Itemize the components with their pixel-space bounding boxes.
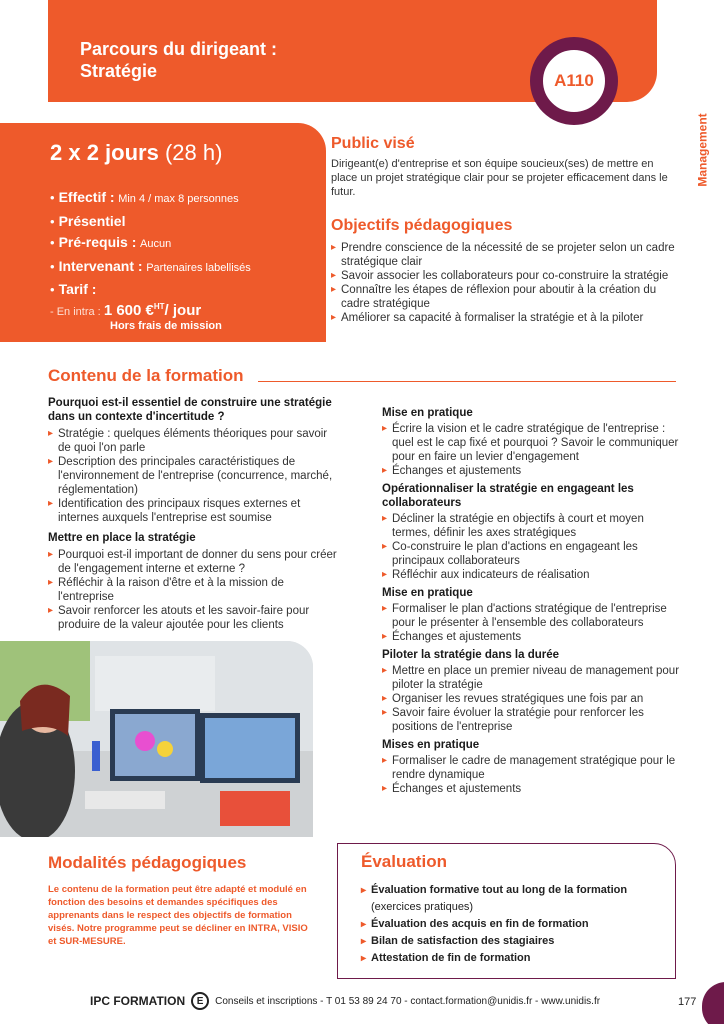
page-tab	[702, 982, 724, 1024]
info-item-intervenant: • Intervenant : Partenaires labellisés	[50, 257, 251, 274]
evaluation-list	[361, 882, 671, 967]
list-item: ▸ Décliner la stratégie en objectifs à court et moyen termes, définir les axes stratégiques	[382, 512, 682, 540]
list-item: ▸ Améliorer sa capacité à formaliser la stratégie et à la piloter	[331, 311, 681, 325]
section-heading: Mise en pratique	[382, 407, 473, 419]
office-photo	[0, 641, 313, 837]
footer-brand: IPC FORMATION	[90, 994, 186, 1008]
price-prefix: - En intra :	[50, 305, 101, 318]
list-item: ▸ Savoir renforcer les atouts et les savoir-faire pour produire de la valeur ajoutée pour les clients	[48, 604, 338, 632]
section-list	[382, 664, 682, 734]
section-list	[48, 548, 338, 632]
course-code-badge	[530, 37, 618, 125]
list-item: ▸ Réfléchir à la raison d'être et à la mission de l'entreprise	[48, 576, 338, 604]
info-item-effectif: • Effectif : Min 4 / max 8 personnes	[50, 189, 239, 205]
public-text: Dirigeant(e) d'entreprise et son équipe soucieux(ses) de mettre en place un projet stratégique clair pour se projeter efficacement dans le futur.	[331, 158, 668, 198]
list-item: ▸ Échanges et ajustements	[382, 464, 682, 478]
list-item: ▸ Échanges et ajustements	[382, 782, 682, 796]
company-logo-icon: E	[191, 992, 209, 1010]
course-code: A110	[554, 71, 594, 90]
category-tab	[690, 100, 716, 200]
list-item: ▸ Stratégie : quelques éléments théoriques pour savoir de quoi l'on parle	[48, 427, 338, 455]
page-title	[80, 38, 380, 82]
info-label: Pré-requis :	[58, 234, 137, 250]
list-item: ▸ Savoir faire évoluer la stratégie pour renforcer les positions de l'entreprise	[382, 706, 682, 734]
office-photo-illustration	[0, 641, 313, 837]
objectifs-section	[331, 217, 681, 325]
list-item: ▸ Identification des principaux risques externes et internes auxquels l'entreprise est soumise	[48, 497, 338, 525]
public-section	[331, 135, 681, 199]
evaluation-title: Évaluation	[361, 852, 447, 871]
info-label: Effectif :	[58, 189, 115, 205]
contenu-column-left	[48, 396, 338, 632]
list-item: ▸ Prendre conscience de la nécessité de se projeter selon un cadre stratégique clair	[331, 241, 681, 269]
contenu-column-right	[382, 406, 682, 796]
info-label: Tarif :	[58, 281, 97, 297]
duration-hours: (28 h)	[164, 140, 223, 165]
section-list	[48, 427, 338, 525]
list-item: ▸ Évaluation des acquis en fin de formation	[361, 916, 671, 933]
footer	[90, 992, 600, 1010]
info-value: Aucun	[140, 238, 172, 250]
section-heading: Opérationnaliser la stratégie en engageant les collaborateurs	[382, 483, 634, 509]
section-heading: Mettre en place la stratégie	[48, 532, 196, 544]
list-item: ▸ Écrire la vision et le cadre stratégique de l'entreprise : quel est le cap fixé et pourquoi ? Savoir le communiquer pour en faire un levier d'engagement	[382, 422, 682, 464]
objectifs-title: Objectifs pédagogiques	[331, 217, 513, 234]
page-number: 177	[678, 996, 697, 1008]
info-item-prerequis: • Pré-requis : Aucun	[50, 234, 172, 250]
list-item: ▸ Connaître les étapes de réflexion pour aboutir à la création du cadre stratégique	[331, 283, 681, 311]
info-box	[0, 123, 326, 342]
section-heading: Piloter la stratégie dans la durée	[382, 649, 560, 661]
list-item: ▸ Organiser les revues stratégiques une fois par an	[382, 692, 682, 706]
section-list	[382, 602, 682, 644]
contenu-title: Contenu de la formation	[48, 366, 244, 385]
objectifs-list	[331, 241, 681, 325]
list-item-note: (exercices pratiques)	[371, 901, 474, 913]
duration	[50, 139, 326, 167]
price-note: Hors frais de mission	[110, 319, 222, 332]
info-label: Présentiel	[58, 212, 126, 229]
duration-value: 2 x 2 jours	[50, 140, 159, 165]
public-title: Public visé	[331, 135, 415, 152]
list-item: ▸ Échanges et ajustements	[382, 630, 682, 644]
footer-contact: Conseils et inscriptions - T 01 53 89 24 70 - contact.formation@unidis.fr - www.unidis.fr	[215, 995, 601, 1007]
list-item: ▸ Co-construire le plan d'actions en engageant les principaux collaborateurs	[382, 540, 682, 568]
info-list	[50, 187, 326, 301]
list-item: ▸ Pourquoi est-il important de donner du sens pour créer de l'engagement interne et externe ?	[48, 548, 338, 576]
list-item: ▸ Description des principales caractéristiques de l'environnement de l'entreprise (concurrence, marché, réglementation)	[48, 455, 338, 497]
price-line	[50, 302, 326, 319]
section-list	[382, 422, 682, 478]
modalites-text: Le contenu de la formation peut être adapté et modulé en fonction des besoins et demandes spécifiques des apprenants dans le respect des objectifs de formation visés. Notre programme peut se décliner en INTRA, VISIO et SUR-MESURE.	[48, 884, 308, 947]
list-item: ▸ Évaluation formative tout au long de la formation (exercices pratiques)	[361, 882, 671, 916]
info-label: Intervenant :	[58, 257, 143, 274]
section-heading: Mise en pratique	[382, 587, 473, 599]
list-item: ▸ Réfléchir aux indicateurs de réalisation	[382, 568, 682, 582]
list-item: ▸ Formaliser le plan d'actions stratégique de l'entreprise pour le présenter à l'ensemble des collaborateurs	[382, 602, 682, 630]
page-title-line1: Parcours du dirigeant :	[80, 39, 278, 59]
category-label: Management	[696, 113, 711, 187]
list-item: ▸ Attestation de fin de formation	[361, 950, 671, 967]
info-value: Min 4 / max 8 personnes	[118, 193, 239, 205]
list-item: ▸ Savoir associer les collaborateurs pour co-construire la stratégie	[331, 269, 681, 283]
section-heading: Mises en pratique	[382, 739, 480, 751]
info-value: Partenaires labellisés	[146, 261, 251, 274]
section-list	[382, 754, 682, 796]
divider	[258, 381, 676, 382]
info-item-presentiel: • Présentiel	[50, 212, 126, 229]
price-value: 1 600 €$^{HT}$/ jour	[103, 301, 202, 319]
section-list	[382, 512, 682, 582]
list-item: ▸ Bilan de satisfaction des stagiaires	[361, 933, 671, 950]
list-item: ▸ Formaliser le cadre de management stratégique pour le rendre dynamique	[382, 754, 682, 782]
info-item-tarif: • Tarif :	[50, 281, 97, 297]
page-title-line2: Stratégie	[80, 61, 158, 81]
list-item: ▸ Mettre en place un premier niveau de management pour piloter la stratégie	[382, 664, 682, 692]
modalites-title: Modalités pédagogiques	[48, 853, 247, 872]
section-heading: Pourquoi est-il essentiel de construire une stratégie dans un contexte d'incertitude ?	[48, 397, 332, 423]
